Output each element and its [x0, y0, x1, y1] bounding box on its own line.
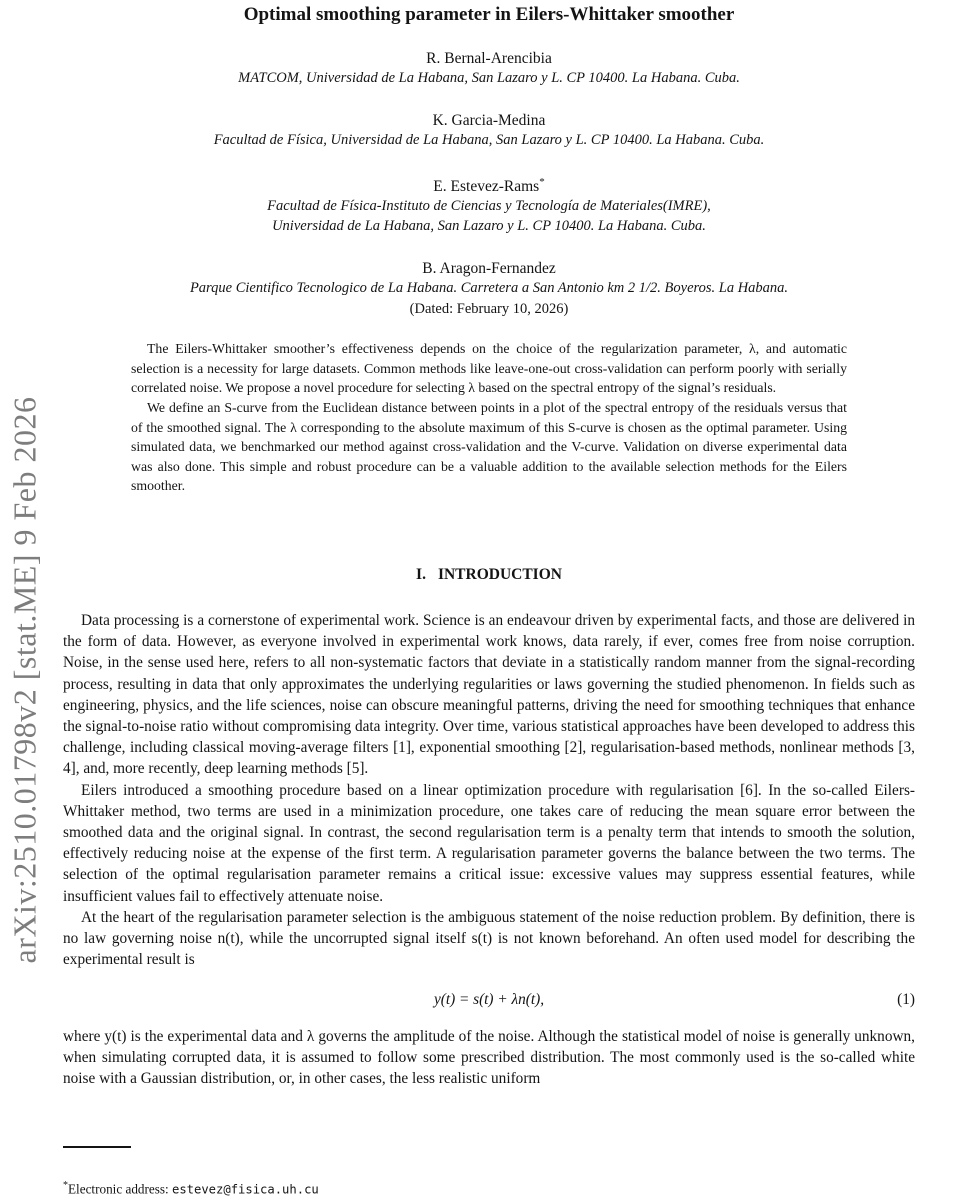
paper-title: Optimal smoothing parameter in Eilers-Whittaker smoother [243, 4, 735, 25]
abstract-paragraph: The Eilers-Whittaker smoother’s effectiveness depends on the choice of the regularization parameter, λ, and automatic selection is a necessity for large datasets. Common methods like leave-one-out cross-validation can perform poorly with serially correlated noise. We propose a novel procedure for selecting λ based on the spectral entropy of the signal’s residuals. [131, 341, 847, 396]
author-name-text: K. Garcia-Medina [432, 112, 546, 129]
author-affiliation: Parque Cientifico Tecnologico de La Habana. Carretera a San Antonio km 2 1/2. Boyeros. La Habana. [189, 280, 789, 297]
body-paragraph: At the heart of the regularisation parameter selection is the ambiguous statement of the noise reduction problem. By definition, there is no law governing noise n(t), while the uncorrupted signal itself s(t) is not known beforehand. An often used model for describing the experimental result is [63, 908, 915, 969]
equation-number: (1) [897, 991, 915, 1009]
section-heading [0, 566, 978, 584]
section-title: INTRODUCTION [437, 565, 562, 583]
author-footnote-marker: * [539, 176, 545, 188]
body-paragraph: where y(t) is the experimental data and λ governs the amplitude of the noise. Although the statistical model of noise is generally unknown, when simulating corrupted data, it is assumed to follow some prescribed distribution. The most commonly used is the so-called white noise with a Gaussian distribution, or, in other cases, the less realistic uniform [63, 1027, 915, 1087]
footnote-rule [63, 1146, 131, 1148]
arxiv-watermark: arXiv:2510.01798v2 [stat.ME] 9 Feb 2026 [6, 396, 43, 964]
body-text [63, 610, 915, 1089]
author-block [0, 49, 978, 88]
footnote-label: Electronic address: [68, 1181, 172, 1197]
author-affiliation: Facultad de Física, Universidad de La Habana, San Lazaro y L. CP 10400. La Habana. Cuba. [213, 132, 765, 148]
body-paragraph: Data processing is a cornerstone of experimental work. Science is an endeavour driven by experimental facts, and those are delivered in the form of data. However, as everyone involved in experimental work knows, data rarely, if ever, comes free from noise corruption. Noise, in the sense used here, refers to all non-systematic factors that deviate in a statistically random manner from the signal-recording process, resulting in data that only approximates the underlying regularities or laws governing the studied phenomenon. In fields such as engineering, physics, and the life sciences, noise can obscure meaningful patterns, driving the need for smoothing techniques that enhance the signal-to-noise ratio without compromising data integrity. Over time, various statistical approaches have been developed to address this challenge, including classical moving-average filters [1], exponential smoothing [2], regularisation-based methods, nonlinear methods [3, 4], and, more recently, deep learning methods [5]. [63, 611, 915, 778]
abstract [131, 339, 847, 496]
footnote [63, 1146, 915, 1197]
author-name [0, 259, 978, 278]
author-block [0, 111, 978, 150]
author-affiliation: MATCOM, Universidad de La Habana, San Lazaro y L. CP 10400. La Habana. Cuba. [238, 70, 740, 86]
author-name-text: R. Bernal-Arencibia [426, 50, 552, 67]
author-list [0, 49, 978, 319]
section-number: I. [416, 565, 426, 583]
author-affiliation: Universidad de La Habana, San Lazaro y L. CP 10400. La Habana. Cuba. [272, 218, 706, 235]
author-name-text: E. Estevez-Rams [433, 178, 540, 196]
author-affiliation: Facultad de Física-Instituto de Ciencias y Tecnología de Materiales(IMRE), [267, 198, 711, 215]
author-name [0, 49, 978, 68]
footnote-email: estevez@fisica.uh.cu [172, 1182, 319, 1197]
author-block [0, 259, 978, 298]
author-name-text: B. Aragon-Fernandez [422, 260, 556, 278]
author-name [0, 111, 978, 130]
author-name [0, 173, 978, 196]
dated-line: (Dated: February 10, 2026) [409, 301, 569, 318]
body-paragraph: Eilers introduced a smoothing procedure based on a linear optimization procedure with regularisation [6]. In the so-called Eilers-Whittaker method, two terms are used in a minimization procedure, one takes care of reducing the mean square error between the smoothed data and the original signal. In contrast, the second regularisation term is a penalty term that intends to smooth the solution, effectively reducing noise at the expense of the first term. A regularisation parameter governs the balance between the two terms. The selection of the optimal regularisation parameter remains a critical issue: excessive values may suppress essential features, while insufficient values fail to effectively attenuate noise. [63, 781, 915, 905]
abstract-paragraph: We define an S-curve from the Euclidean distance between points in a plot of the spectral entropy of the residuals versus that of the smoothed signal. The λ corresponding to the absolute maximum of this S-curve is chosen as the optimal parameter. Using simulated data, we benchmarked our method against cross-validation and the V-curve. Validation on diverse experimental data was also done. This simple and robust procedure can be a valuable addition to the available selection methods for the Eilers smoother. [131, 399, 847, 494]
footnote-marker: * [63, 1180, 68, 1191]
footnote-line [63, 1180, 915, 1197]
author-block [0, 173, 978, 236]
equation-body: y(t) = s(t) + λn(t), [433, 991, 545, 1009]
equation [63, 989, 915, 1010]
